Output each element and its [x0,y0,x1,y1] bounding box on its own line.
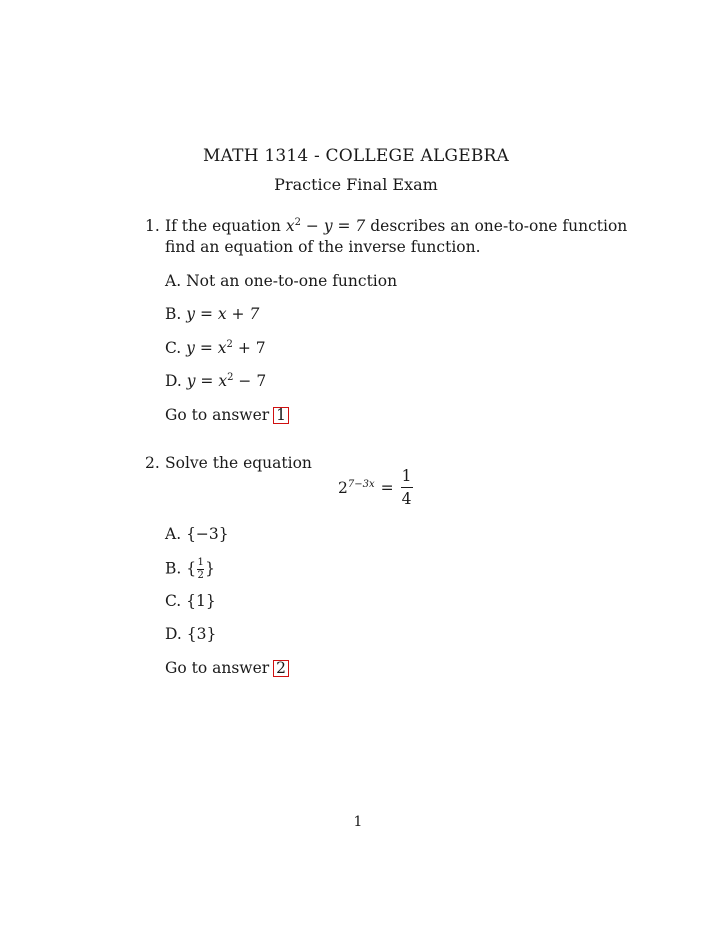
option-text-before: y = x [186,372,228,390]
option-label: C. [165,592,182,610]
question-1-eq-rest: − y = 7 [305,217,366,235]
option-text: y = x + 7 [186,305,260,323]
question-1-option-b [165,305,259,323]
option-label: B. [165,305,182,323]
option-text-before: y = x [186,339,227,357]
equation-equals: = [380,478,394,497]
option-text: {3} [186,625,217,643]
equation-base: $2^{7-3x}$ [338,478,375,497]
goto-label: Go to answer [165,406,270,424]
question-1-line-1 [165,217,627,235]
option-text: {1} [186,592,216,610]
option-label: C. [165,339,182,357]
question-1-eq-exp: 2 [294,217,301,228]
equation-fraction [400,467,414,508]
question-2-number: 2. [145,454,160,472]
option-fraction [197,558,204,581]
question-2-option-d [165,625,216,643]
option-text-after: + 7 [237,339,266,357]
question-2-option-b [165,558,215,581]
fraction-bar [401,487,413,488]
exam-subtitle: Practice Final Exam [274,175,438,194]
exam-title: MATH 1314 - COLLEGE ALGEBRA [203,146,509,166]
option-close: } [205,559,216,578]
option-text: {−3} [186,525,229,543]
question-2-option-c [165,592,216,610]
option-open: { [186,559,197,578]
question-1-eq-x: x [285,217,295,235]
answer-2-link[interactable]: 2 [273,660,289,677]
question-1-number: 1. [145,217,160,235]
option-label: D. [165,625,182,643]
question-2-option-a [165,525,229,543]
question-2-prompt: Solve the equation [165,454,312,472]
fraction-numerator: 1 [197,557,204,568]
fraction-denominator: 4 [401,490,412,508]
question-1-suffix: describes an one-to-one function [370,217,628,235]
fraction-numerator: 1 [401,467,412,485]
question-1-option-a [165,272,397,290]
option-label: B. [165,559,182,578]
question-1-prefix: If the equation [165,217,281,235]
goto-label: Go to answer [165,659,270,677]
option-label: A. [165,525,182,543]
page-number: 1 [353,814,363,830]
option-label: D. [165,372,182,390]
question-1-line-2: find an equation of the inverse function. [165,238,481,256]
question-1-option-d [165,372,266,390]
question-1-goto-answer [165,406,289,424]
equation-exponent: 7−3x [347,478,375,490]
question-2-equation [338,467,414,508]
answer-1-link[interactable]: 1 [273,407,289,424]
question-1-option-c [165,339,266,357]
option-exp: 2 [227,372,234,383]
option-text: Not an one-to-one function [186,272,398,290]
option-text-after: − 7 [238,372,267,390]
option-exp: 2 [226,339,233,350]
option-label: A. [165,272,182,290]
fraction-denominator: 2 [197,570,204,581]
question-2-goto-answer [165,659,289,677]
